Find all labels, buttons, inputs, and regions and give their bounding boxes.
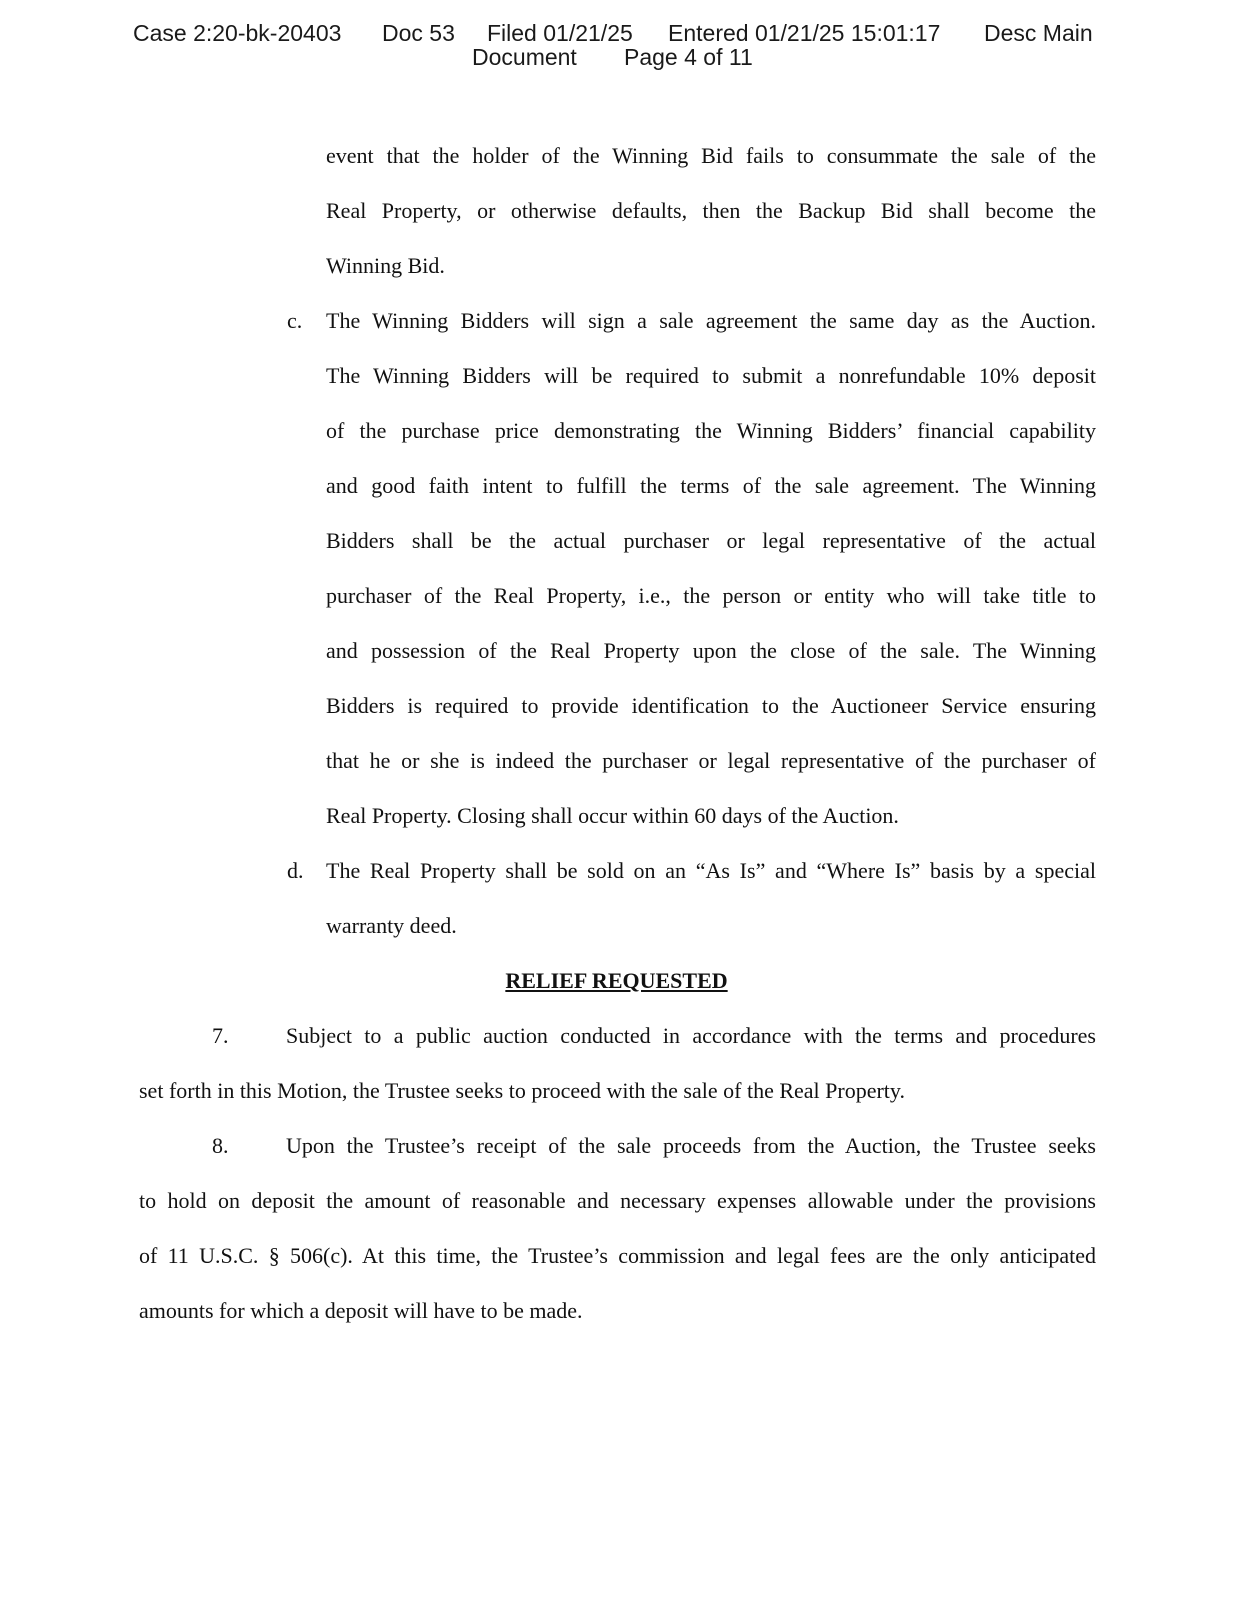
document-label: Document [472, 44, 577, 70]
body-line: Bidders shall be the actual purchaser or legal representative of the actual [326, 528, 1096, 553]
section-heading: RELIEF REQUESTED [505, 968, 728, 993]
body-line: Upon the Trustee’s receipt of the sale proceeds from the Auction, the Trustee seeks [286, 1133, 1096, 1158]
body-line: of the purchase price demonstrating the Winning Bidders’ financial capability [326, 418, 1096, 443]
ecf-header-line-2 [0, 44, 1233, 72]
body-line: that he or she is indeed the purchaser or legal representative of the purchaser of [326, 748, 1096, 773]
body-line: and good faith intent to fulfill the terms of the sale agreement. The Winning [326, 473, 1096, 498]
doc-number: Doc 53 [382, 20, 455, 46]
body-line: amounts for which a deposit will have to be made. [139, 1298, 583, 1323]
body-line: set forth in this Motion, the Trustee seeks to proceed with the sale of the Real Property. [139, 1078, 905, 1103]
body-line: Winning Bid. [326, 253, 445, 278]
body-line: event that the holder of the Winning Bid fails to consummate the sale of the [326, 143, 1096, 168]
ecf-header-line-1 [0, 18, 1233, 46]
paragraph-number-8: 8. [212, 1133, 229, 1158]
body-line: The Winning Bidders will be required to submit a nonrefundable 10% deposit [326, 363, 1096, 388]
body-line: warranty deed. [326, 913, 457, 938]
body-line: purchaser of the Real Property, i.e., the person or entity who will take title to [326, 583, 1096, 608]
body-line: to hold on deposit the amount of reasonable and necessary expenses allowable under the provisions [139, 1188, 1096, 1213]
list-marker-c: c. [287, 308, 303, 333]
list-marker-d: d. [287, 858, 304, 883]
body-line: of 11 U.S.C. § 506(c). At this time, the Trustee’s commission and legal fees are the only anticipated [139, 1243, 1096, 1268]
paragraph-number-7: 7. [212, 1023, 229, 1048]
body-line: The Real Property shall be sold on an “As Is” and “Where Is” basis by a special [326, 858, 1096, 883]
description: Desc Main [984, 20, 1093, 46]
body-line: Bidders is required to provide identification to the Auctioneer Service ensuring [326, 693, 1096, 718]
entered-date: Entered 01/21/25 15:01:17 [668, 20, 941, 46]
filed-date: Filed 01/21/25 [487, 20, 633, 46]
body-line: Real Property, or otherwise defaults, then the Backup Bid shall become the [326, 198, 1096, 223]
body-line: Subject to a public auction conducted in accordance with the terms and procedures [286, 1023, 1096, 1048]
page-number: Page 4 of 11 [624, 44, 753, 70]
body-line: Real Property. Closing shall occur within 60 days of the Auction. [326, 803, 899, 828]
body-line: and possession of the Real Property upon the close of the sale. The Winning [326, 638, 1096, 663]
case-number: Case 2:20-bk-20403 [133, 20, 342, 46]
body-line: The Winning Bidders will sign a sale agreement the same day as the Auction. [326, 308, 1096, 333]
